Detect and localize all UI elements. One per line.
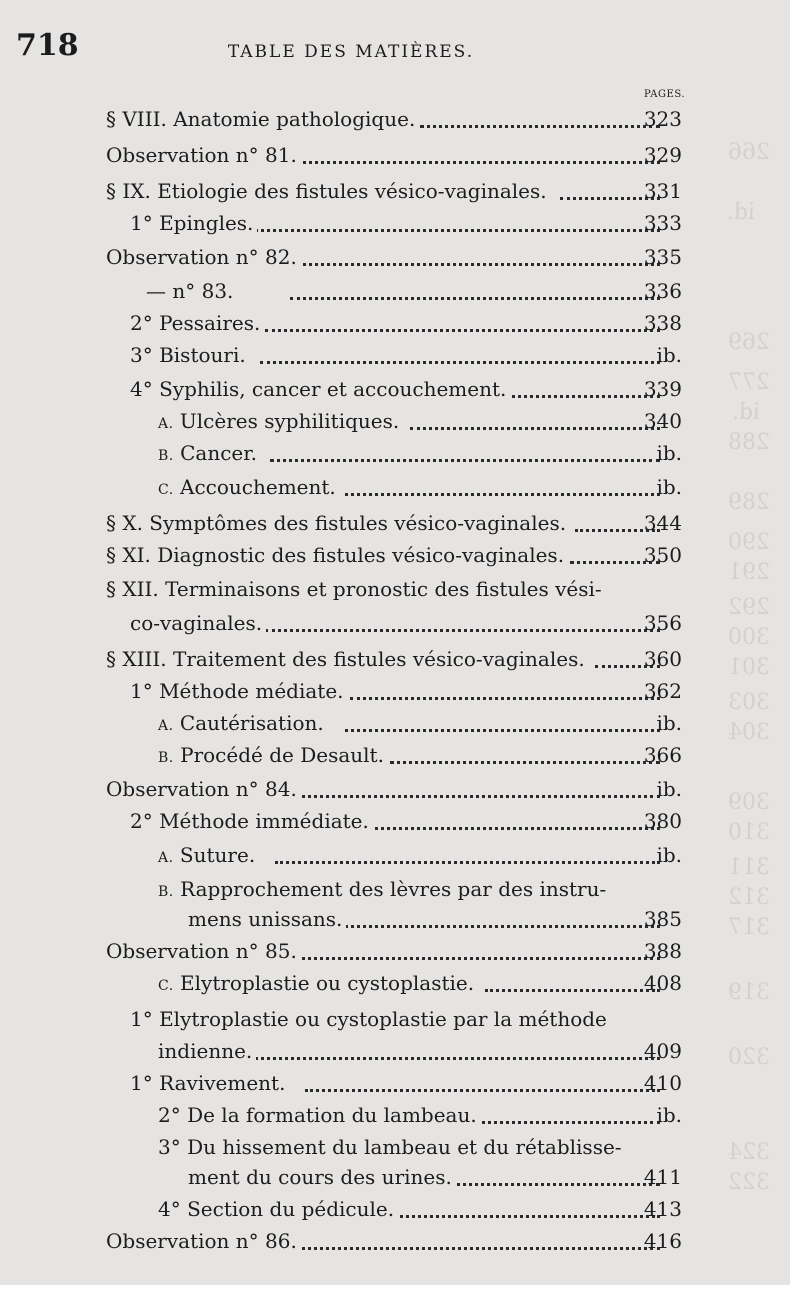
toc-entry-text: ment du cours des urines.: [188, 1162, 456, 1192]
toc-entry: [0, 1068, 790, 1098]
toc-entry: [0, 644, 790, 674]
toc-entry: [0, 1194, 790, 1224]
toc-entry-page: ib.: [656, 711, 682, 735]
toc-entry-text: 4° Section du pédicule.: [158, 1194, 398, 1224]
toc-entry-text: 2° Pessaires.: [130, 308, 264, 338]
toc-entry-marker: A.: [158, 718, 174, 734]
toc-entry-label: Procédé de Desault.: [180, 743, 384, 767]
toc-entry-text: Observation n° 81.: [106, 140, 301, 170]
toc-entry-text: [158, 438, 261, 471]
toc-entry: [0, 140, 790, 170]
toc-entry-text: 3° Bistouri.: [130, 340, 250, 370]
toc-entry: [0, 574, 790, 604]
toc-entry-label: Cancer.: [180, 441, 257, 465]
toc-entry-page: 335: [643, 245, 682, 269]
toc-entry-marker: B.: [158, 884, 174, 900]
toc-entry-page: 409: [643, 1039, 682, 1063]
toc-entry-text: [158, 874, 610, 907]
toc-entry: [0, 1132, 790, 1162]
toc-entry-marker: C.: [158, 482, 174, 498]
toc-entry-page: 416: [643, 1229, 682, 1253]
toc-entry-page: 356: [643, 611, 682, 635]
toc-entry-text: § VIII. Anatomie pathologique.: [106, 104, 419, 134]
toc-entry-text: co-vaginales.: [130, 608, 266, 638]
toc-entry-page: 366: [643, 743, 682, 767]
toc-entry-page: 411: [643, 1165, 682, 1189]
toc-entry-text: [158, 472, 340, 505]
toc-entry: [0, 1004, 790, 1034]
toc-entry-page: 413: [643, 1197, 682, 1221]
toc-entry-text: [158, 406, 403, 439]
toc-entry-text: Observation n° 86.: [106, 1226, 301, 1256]
toc-entry-page: ib.: [656, 441, 682, 465]
toc-entry-marker: A.: [158, 850, 174, 866]
toc-entry-page: ib.: [656, 475, 682, 499]
toc-entry: [0, 1162, 790, 1192]
toc-entry-page: 331: [643, 179, 682, 203]
toc-entry-page: 344: [643, 511, 682, 535]
toc-entry: [0, 968, 790, 998]
pages-column-label: PAGES.: [644, 89, 685, 100]
toc-entry-text: § XI. Diagnostic des fistules vésico-vaginales.: [106, 540, 568, 570]
toc-entry-text: 4° Syphilis, cancer et accouchement.: [130, 374, 510, 404]
toc-entry-label: Cautérisation.: [179, 711, 324, 735]
toc-entry: [0, 176, 790, 206]
toc-entry-page: ib.: [656, 343, 682, 367]
toc-entry-text: mens unissans.: [188, 904, 346, 934]
toc-entry-text: — n° 83.: [146, 276, 237, 306]
toc-entry-text: [158, 740, 388, 773]
toc-entry-page: 385: [643, 907, 682, 931]
toc-entry-text: 1° Elytroplastie ou cystoplastie par la méthode: [130, 1004, 611, 1034]
toc-entry: [0, 540, 790, 570]
toc-entry: [0, 840, 790, 870]
toc-entry-marker: B.: [158, 750, 174, 766]
toc-entry: [0, 874, 790, 904]
toc-entry-page: 336: [643, 279, 682, 303]
page-number: 718: [16, 28, 79, 63]
toc-entry-text: Observation n° 85.: [106, 936, 301, 966]
toc-entry: [0, 374, 790, 404]
toc-entry-text: [158, 708, 328, 741]
running-title: TABLE DES MATIÈRES.: [227, 42, 475, 62]
toc-entry-text: § X. Symptômes des fistules vésico-vaginales.: [106, 508, 570, 538]
toc-entry-text: [158, 968, 478, 1001]
toc-entry-page: 329: [643, 143, 682, 167]
bleed-through-text: 266 id. 269 277 id. 288 289 290 291 292 300 301 303 304 309 310 311 312 317 319 320 324 322: [726, 140, 770, 1195]
toc-entry: [0, 508, 790, 538]
toc-entry-text: 2° Méthode immédiate.: [130, 806, 373, 836]
toc-entry: [0, 340, 790, 370]
toc-entry-label: Ulcères syphilitiques.: [179, 409, 400, 433]
toc-entry-text: 3° Du hissement du lambeau et du rétablisse-: [158, 1132, 626, 1162]
toc-entry: [0, 472, 790, 502]
toc-entry-marker: A.: [158, 416, 174, 432]
toc-entry-page: 338: [643, 311, 682, 335]
toc-entry-text: Observation n° 82.: [106, 242, 301, 272]
toc-entry-page: 339: [643, 377, 682, 401]
toc-entry-page: 408: [643, 971, 682, 995]
toc-entry-page: ib.: [656, 1103, 682, 1127]
toc-entry-marker: B.: [158, 448, 174, 464]
toc-entry-text: § IX. Etiologie des fistules vésico-vaginales.: [106, 176, 551, 206]
toc-entry-page: 362: [643, 679, 682, 703]
toc-entry-page: 388: [643, 939, 682, 963]
toc-entry-text: indienne.: [158, 1036, 256, 1066]
toc-entry-label: Rapprochement des lèvres par des instru-: [180, 877, 607, 901]
toc-entry-page: 360: [643, 647, 682, 671]
toc-entry-page: 333: [643, 211, 682, 235]
toc-entry: [0, 104, 790, 134]
toc-entry: [0, 1100, 790, 1130]
toc-entry-marker: C.: [158, 978, 174, 994]
toc-entry-label: Suture.: [179, 843, 256, 867]
toc-entry-text: 1° Méthode médiate.: [130, 676, 348, 706]
toc-entry-text: 1° Epingles.: [130, 208, 257, 238]
toc-entry-label: Accouchement.: [180, 475, 336, 499]
toc-entry-label: Elytroplastie ou cystoplastie.: [180, 971, 475, 995]
page-header: [16, 28, 686, 68]
toc-entry-text: 1° Ravivement.: [130, 1068, 289, 1098]
toc-entry-page: 340: [643, 409, 682, 433]
toc-entry-page: 410: [643, 1071, 682, 1095]
toc-entry: [0, 1226, 790, 1256]
toc-entry-text: Observation n° 84.: [106, 774, 301, 804]
toc-entry-page: ib.: [656, 843, 682, 867]
toc-entry-page: 350: [643, 543, 682, 567]
toc-entry-text: 2° De la formation du lambeau.: [158, 1100, 481, 1130]
toc-entry-page: 380: [643, 809, 682, 833]
toc-entry-text: § XIII. Traitement des fistules vésico-vaginales.: [106, 644, 589, 674]
toc-entry-text: § XII. Terminaisons et pronostic des fistules vési-: [106, 574, 606, 604]
toc-entry-text: [158, 840, 259, 873]
toc-entry: [0, 936, 790, 966]
toc-entry: [0, 608, 790, 638]
toc-entry-page: ib.: [656, 777, 682, 801]
toc-entry-page: 323: [643, 107, 682, 131]
toc-entry: [0, 406, 790, 436]
